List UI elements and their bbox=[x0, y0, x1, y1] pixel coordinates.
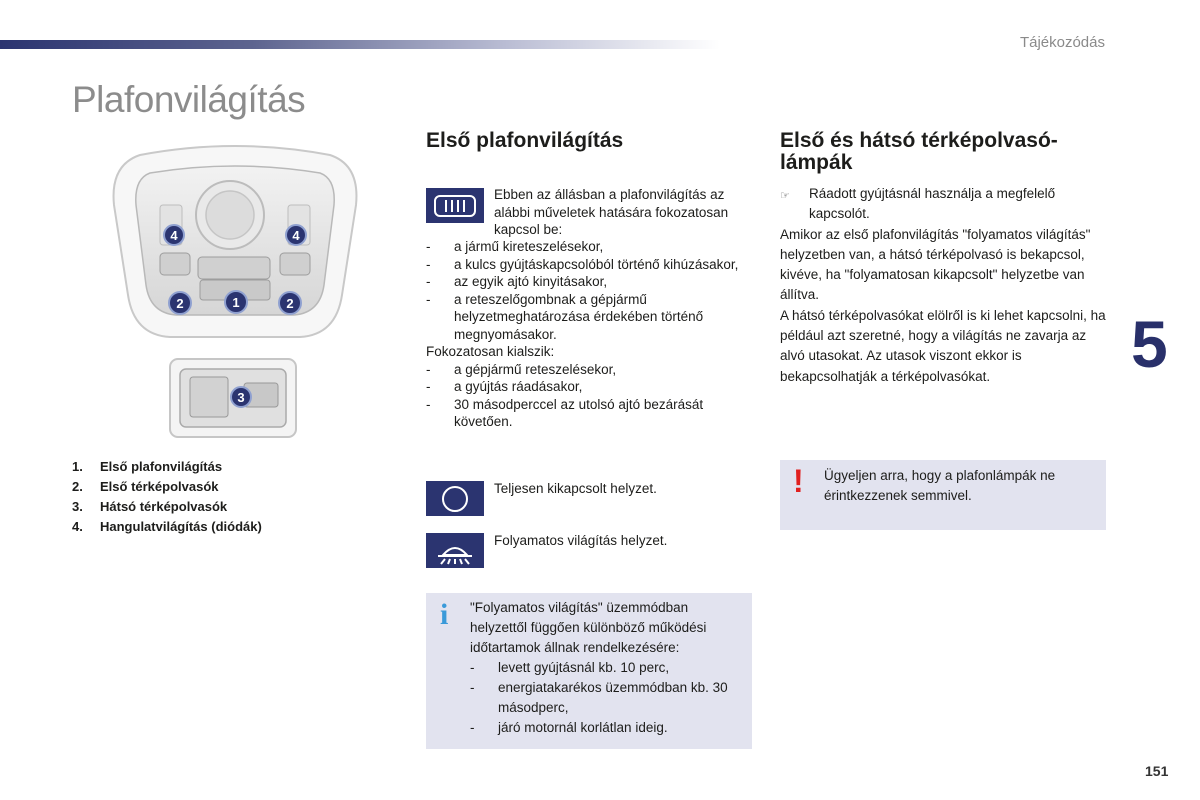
reading-lamps-body bbox=[780, 184, 1110, 387]
legend-num: 3. bbox=[72, 499, 83, 514]
paragraph-1: Amikor az első plafonvilágítás "folyamatos világítás" helyzetben van, a hátsó térképolvasó is bekapcsol, kivéve, ha "folyamatosan kikapcsolt" helyzetbe van állítva. bbox=[780, 226, 1091, 303]
hint-text: Ráadott gyújtásnál használja a megfelelő kapcsolót. bbox=[809, 186, 1056, 222]
callout-4-left-label: 4 bbox=[170, 228, 178, 243]
list-item-text: a gépjármű reteszelésekor, bbox=[454, 361, 617, 377]
list-item-text: a jármű kireteszelésekor, bbox=[454, 239, 604, 254]
header-gradient-bar bbox=[0, 40, 720, 49]
info-list-item: - járó motornál korlátlan ideig. bbox=[470, 718, 748, 738]
pointing-hand-icon: ☞ bbox=[780, 190, 790, 202]
off-title: Fokozatosan kialszik: bbox=[426, 344, 555, 359]
info-paragraph: "Folyamatos világítás" üzemmódban helyzettől függően különböző működési időtartamok állnak rendelkezésére: bbox=[470, 600, 707, 655]
page-title: Plafonvilágítás bbox=[72, 79, 306, 120]
off-mode-icon bbox=[426, 481, 484, 516]
legend-label: Első plafonvilágítás bbox=[100, 459, 223, 474]
off-position-text: Teljesen kikapcsolt helyzet. bbox=[494, 481, 657, 496]
legend-num: 1. bbox=[72, 459, 83, 474]
constant-on-icon bbox=[426, 533, 484, 568]
rear-reading-lamp-illustration bbox=[168, 357, 298, 439]
callout-badge-2-left bbox=[169, 292, 191, 314]
list-item: - a jármű kireteszelésekor, bbox=[426, 239, 604, 254]
info-item-text: járó motornál korlátlan ideig. bbox=[498, 720, 668, 735]
legend-label: Első térképolvasók bbox=[100, 479, 219, 494]
list-item: - a gépjármű reteszelésekor, bbox=[426, 361, 617, 377]
callout-4-right-label: 4 bbox=[292, 228, 300, 243]
ceiling-console-illustration bbox=[110, 145, 360, 345]
list-item: - a reteszelőgombnak a gépjármű helyzetmeghatározása érdekében történő megnyomásakor. bbox=[426, 291, 756, 344]
list-item: - az egyik ajtó kinyitásakor, bbox=[426, 274, 608, 289]
list-item-text: az egyik ajtó kinyitásakor, bbox=[454, 274, 608, 289]
info-text bbox=[470, 598, 748, 738]
legend-label: Hátsó térképolvasók bbox=[100, 499, 228, 514]
info-icon: i bbox=[440, 598, 449, 631]
legend bbox=[72, 457, 402, 537]
legend-item bbox=[72, 517, 402, 537]
list-item-text: 30 másodperccel az utolsó ajtó bezárását követően. bbox=[454, 396, 704, 429]
list-item-text: a reteszelőgombnak a gépjármű helyzetmeghatározása érdekében történő megnyomásakor. bbox=[454, 291, 704, 342]
list-item: - a kulcs gyújtáskapcsolóból történő kihúzásakor, bbox=[426, 256, 739, 272]
callout-badge-1 bbox=[225, 291, 247, 313]
door-mode-icon bbox=[426, 188, 484, 223]
legend-item bbox=[72, 457, 402, 477]
info-item-text: levett gyújtásnál kb. 10 perc, bbox=[498, 660, 670, 675]
legend-label: Hangulatvilágítás (diódák) bbox=[100, 519, 262, 534]
info-list-item: - energiatakarékos üzemmódban kb. 30 másodperc, bbox=[470, 678, 748, 718]
list-item: - 30 másodperccel az utolsó ajtó bezárását követően. bbox=[426, 396, 756, 431]
legend-num: 2. bbox=[72, 479, 83, 494]
list-item: - a gyújtás ráadásakor, bbox=[426, 379, 583, 394]
reading-lamps-heading: Első és hátsó térképolvasó-lámpák bbox=[780, 129, 1058, 174]
info-list-item: - levett gyújtásnál kb. 10 perc, bbox=[470, 658, 748, 678]
chapter-number: 5 bbox=[1131, 307, 1168, 381]
legend-item bbox=[72, 497, 402, 517]
callout-2-right-label: 2 bbox=[286, 296, 294, 311]
callout-1-label: 1 bbox=[232, 295, 240, 310]
hint-item bbox=[780, 184, 1110, 225]
legend-num: 4. bbox=[72, 519, 83, 534]
callout-3-label: 3 bbox=[237, 390, 245, 405]
list-item-text: a gyújtás ráadásakor, bbox=[454, 379, 583, 394]
callout-2-left-label: 2 bbox=[176, 296, 184, 311]
front-condition-list bbox=[426, 238, 756, 431]
callout-badge-2-right bbox=[279, 292, 301, 314]
callout-badge-4-left bbox=[164, 225, 184, 245]
info-item-text: energiatakarékos üzemmódban kb. 30 másodperc, bbox=[498, 680, 728, 715]
section-name: Tájékozódás bbox=[1019, 34, 1105, 51]
page-number: 151 bbox=[1145, 763, 1169, 779]
front-intro-text: Ebben az állásban a plafonvilágítás az alábbi műveletek hatására fokozatosan kapcsol be: bbox=[494, 187, 729, 237]
legend-item bbox=[72, 477, 402, 497]
callout-badge-4-right bbox=[286, 225, 306, 245]
front-lighting-heading: Első plafonvilágítás bbox=[426, 129, 624, 152]
list-item-text: a kulcs gyújtáskapcsolóból történő kihúzásakor, bbox=[454, 256, 739, 272]
warning-text: Ügyeljen arra, hogy a plafonlámpák ne érintkezzenek semmivel. bbox=[824, 468, 1056, 503]
warning-icon: ! bbox=[793, 463, 804, 499]
callout-badge-3 bbox=[231, 387, 251, 407]
paragraph-2: A hátsó térképolvasókat elölről is ki lehet kapcsolni, ha például azt szeretné, hogy a világítás ne zavarja az alvó utasokat. Az utasok viszont ekkor is bekapcsolhatják a térképolvasókat. bbox=[780, 307, 1106, 384]
on-position-text: Folyamatos világítás helyzet. bbox=[494, 533, 668, 548]
